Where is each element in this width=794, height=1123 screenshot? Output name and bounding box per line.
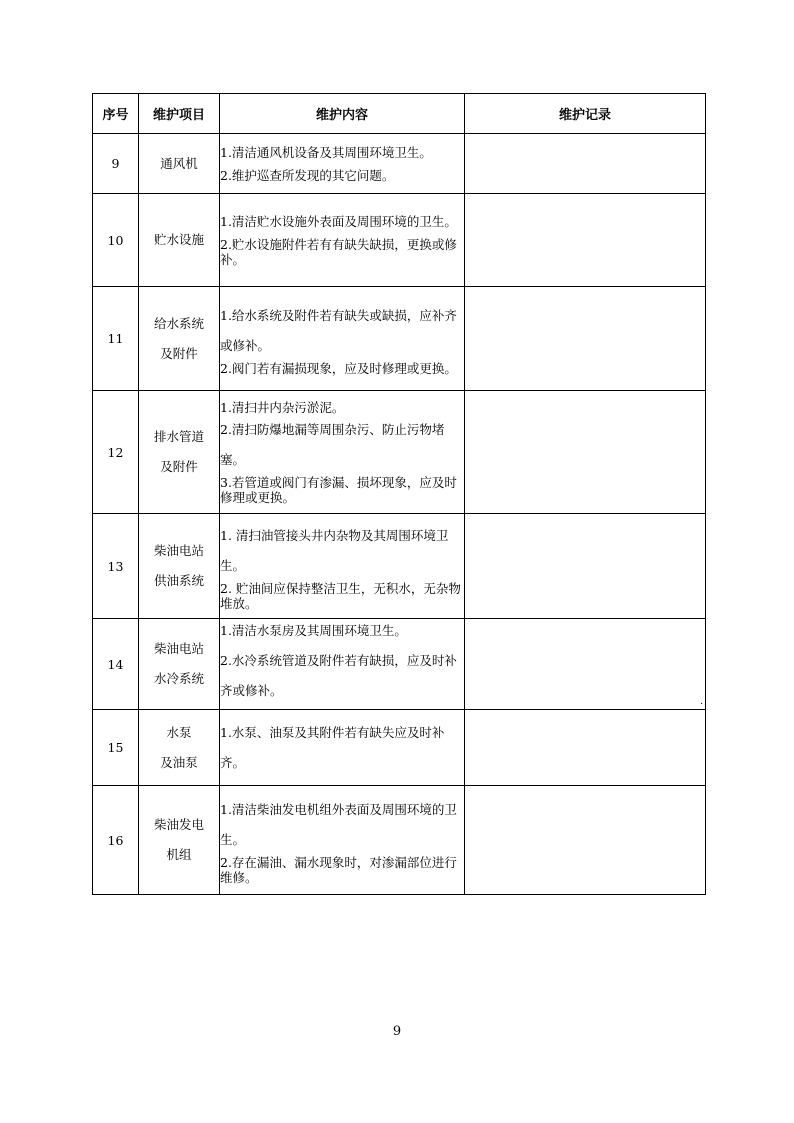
table-row [93,710,706,786]
item-line: 及油泵 [160,754,198,770]
maintenance-record[interactable] [465,134,706,194]
table-row [93,391,706,514]
row-number: 13 [93,514,139,619]
maintenance-content [220,391,465,514]
item-line: 排水管道 [153,429,204,444]
maintenance-record[interactable] [465,786,706,895]
table-row [93,194,706,287]
item-line: 给水系统 [153,315,204,331]
maintenance-record[interactable] [465,391,706,514]
item-line: 供油系统 [153,573,204,588]
maintenance-item [139,619,220,710]
content-line: 1.清洁柴油发电机组外表面及周围环境的卫生。 [220,802,457,847]
maintenance-content [220,194,465,287]
item-line: 贮水设施 [153,232,204,247]
content-line: 2.存在漏油、漏水现象时，对渗漏部位进行维修。 [220,855,457,885]
maintenance-item [139,710,220,786]
maintenance-table [92,93,706,895]
item-line: 机组 [166,847,192,862]
maintenance-content [220,287,465,391]
maintenance-record[interactable] [465,194,706,287]
item-line: 水冷系统 [153,671,204,686]
header-no: 序号 [93,94,139,134]
page-number: 9 [392,1024,402,1039]
row-number: 16 [93,786,139,895]
content-line: 2.清扫防爆地漏等周围杂污、防止污物堵塞。 [220,421,445,467]
content-line: 1.清扫井内杂污淤泥。 [220,399,345,415]
row-number: 9 [93,134,139,194]
content-line: 1.给水系统及附件若有缺失或缺损，应补齐或修补。 [220,308,457,353]
table-row [93,786,706,895]
row-number: 15 [93,710,139,786]
maintenance-item [139,391,220,514]
item-line: 柴油电站 [153,641,204,656]
content-line: 2.维护巡查所发现的其它问题。 [220,167,395,183]
maintenance-content [220,619,465,710]
content-line: 1.水泵、油泵及其附件若有缺失应及时补齐。 [220,724,445,770]
row-number: 12 [93,391,139,514]
item-line: 及附件 [160,345,198,361]
content-line: 1.清洁通风机设备及其周围环境卫生。 [220,144,432,160]
content-line: 3.若管道或阀门有渗漏、损坏现象，应及时修理或更换。 [220,474,457,505]
maintenance-record[interactable] [465,287,706,391]
maintenance-content [220,514,465,619]
header-item: 维护项目 [139,94,220,134]
maintenance-record[interactable] [465,514,706,619]
row-number: 11 [93,287,139,391]
table-row [93,134,706,194]
content-line: 1.清洁水泵房及其周围环境卫生。 [220,622,407,638]
table-row [93,287,706,391]
content-line: 1.清洁贮水设施外表面及周围环境的卫生。 [220,213,457,229]
item-line: 柴油发电 [153,817,204,832]
content-line: 2.阀门若有漏损现象，应及时修理或更换。 [220,361,457,376]
maintenance-content [220,134,465,194]
content-line: 2.水冷系统管道及附件若有缺损，应及时补齐或修补。 [220,652,457,698]
row-number: 10 [93,194,139,287]
content-line: 2. 贮油间应保持整洁卫生，无积水，无杂物堆放。 [220,581,461,611]
maintenance-item [139,786,220,895]
maintenance-item [139,514,220,619]
maintenance-content [220,710,465,786]
maintenance-item [139,194,220,287]
table-row [93,619,706,710]
item-line: 通风机 [160,155,198,171]
item-line: 柴油电站 [153,543,204,558]
item-line: 及附件 [160,459,198,474]
maintenance-record[interactable] [465,710,706,786]
row-number: 14 [93,619,139,710]
maintenance-content [220,786,465,895]
item-line: 水泵 [166,724,192,740]
header-record: 维护记录 [465,94,706,134]
table-row [93,514,706,619]
maintenance-item [139,134,220,194]
header-content: 维护内容 [220,94,465,134]
record-mark: . [700,697,703,707]
maintenance-item [139,287,220,391]
table-header-row [93,94,706,134]
content-line: 2.贮水设施附件若有有缺失缺损，更换或修补。 [220,236,457,267]
maintenance-record[interactable] [465,619,706,710]
content-line: 1. 清扫油管接头井内杂物及其周围环境卫生。 [220,528,449,573]
